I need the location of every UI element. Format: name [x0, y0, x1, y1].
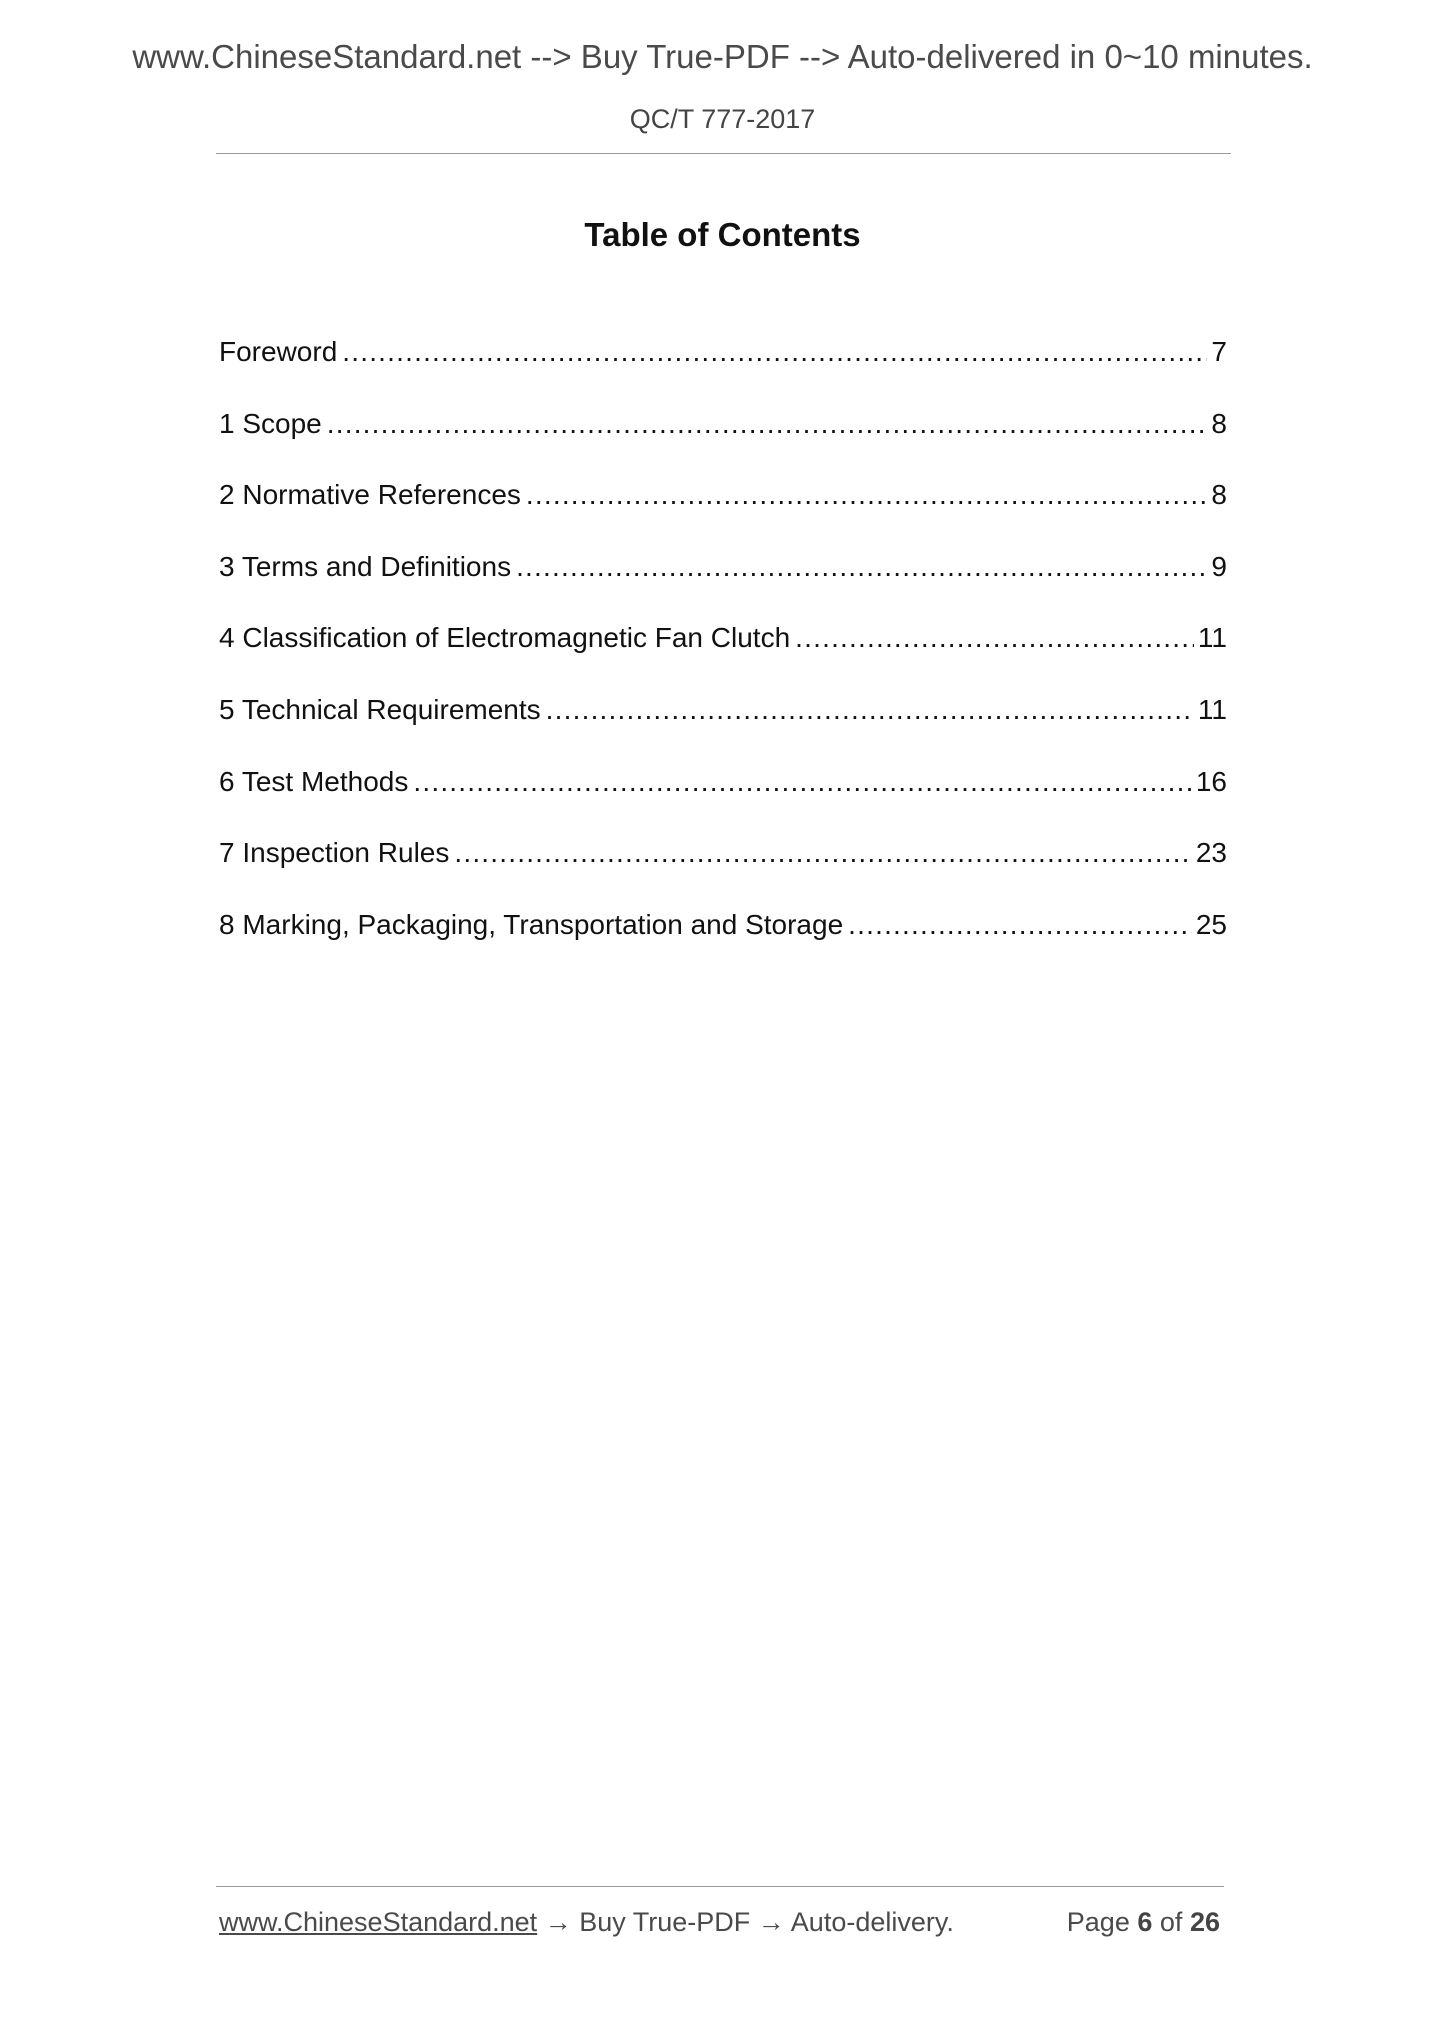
toc-entry-terms-and-definitions[interactable] — [219, 551, 1227, 623]
page-of-word: of — [1159, 1907, 1183, 1937]
toc-dot-leader — [342, 336, 1207, 368]
page-footer — [219, 1907, 1224, 1947]
toc-dot-leader — [526, 479, 1208, 511]
toc-entry-foreword[interactable] — [219, 336, 1227, 408]
footer-promo — [219, 1907, 954, 1938]
toc-entry-page: 8 — [1211, 479, 1227, 511]
toc-entry-label: 2 Normative References — [219, 479, 521, 511]
page-word: Page — [1066, 1907, 1130, 1937]
total-pages: 26 — [1189, 1907, 1220, 1937]
toc-title: Table of Contents — [584, 216, 861, 253]
toc-entry-page: 8 — [1211, 407, 1227, 439]
footer-delivery-text: Auto-delivery. — [790, 1907, 954, 1937]
toc-entry-page: 11 — [1197, 693, 1227, 725]
toc-entry-label: 1 Scope — [219, 407, 322, 439]
toc-entry-label: 6 Test Methods — [219, 765, 409, 797]
toc-entry-classification[interactable] — [219, 622, 1227, 694]
toc-entry-normative-references[interactable] — [219, 479, 1227, 551]
table-of-contents — [219, 336, 1227, 980]
current-page: 6 — [1137, 1907, 1153, 1937]
toc-dot-leader — [516, 551, 1207, 583]
footer-divider — [216, 1886, 1224, 1887]
toc-entry-label: 8 Marking, Packaging, Transportation and Storage — [219, 908, 844, 940]
toc-entry-label: Foreword — [219, 336, 338, 367]
toc-entry-technical-requirements[interactable] — [219, 694, 1227, 766]
toc-entry-inspection-rules[interactable] — [219, 837, 1227, 909]
toc-entry-page: 7 — [1211, 336, 1227, 367]
toc-entry-page: 16 — [1195, 765, 1227, 797]
toc-dot-leader — [327, 408, 1208, 440]
page-number — [1067, 1907, 1220, 1938]
toc-dot-leader — [454, 837, 1191, 869]
toc-entry-test-methods[interactable] — [219, 766, 1227, 838]
toc-entry-page: 11 — [1197, 622, 1227, 654]
toc-entry-label: 3 Terms and Definitions — [219, 550, 512, 582]
toc-entry-marking-packaging[interactable] — [219, 909, 1227, 981]
toc-entry-page: 25 — [1195, 908, 1227, 940]
top-banner: www.ChineseStandard.net --> Buy True-PDF --> Auto-delivered in 0~10 minutes. — [132, 38, 1313, 75]
toc-entry-scope[interactable] — [219, 408, 1227, 480]
footer-site-link[interactable]: www.ChineseStandard.net — [219, 1907, 538, 1937]
toc-entry-label: 5 Technical Requirements — [219, 693, 541, 725]
toc-entry-label: 4 Classification of Electromagnetic Fan Clutch — [219, 622, 791, 654]
document-code: QC/T 777-2017 — [629, 104, 816, 134]
arrow-right-icon: → — [757, 1907, 785, 1937]
toc-entry-label: 7 Inspection Rules — [219, 837, 450, 869]
toc-dot-leader — [848, 909, 1192, 941]
toc-entry-page: 23 — [1195, 837, 1227, 869]
arrow-right-icon: → — [544, 1907, 572, 1937]
toc-dot-leader — [413, 766, 1191, 798]
footer-buy-text: Buy True-PDF — [579, 1907, 751, 1937]
toc-entry-page: 9 — [1211, 550, 1227, 582]
toc-dot-leader — [795, 622, 1194, 654]
header-divider — [216, 153, 1231, 154]
toc-dot-leader — [546, 694, 1194, 726]
